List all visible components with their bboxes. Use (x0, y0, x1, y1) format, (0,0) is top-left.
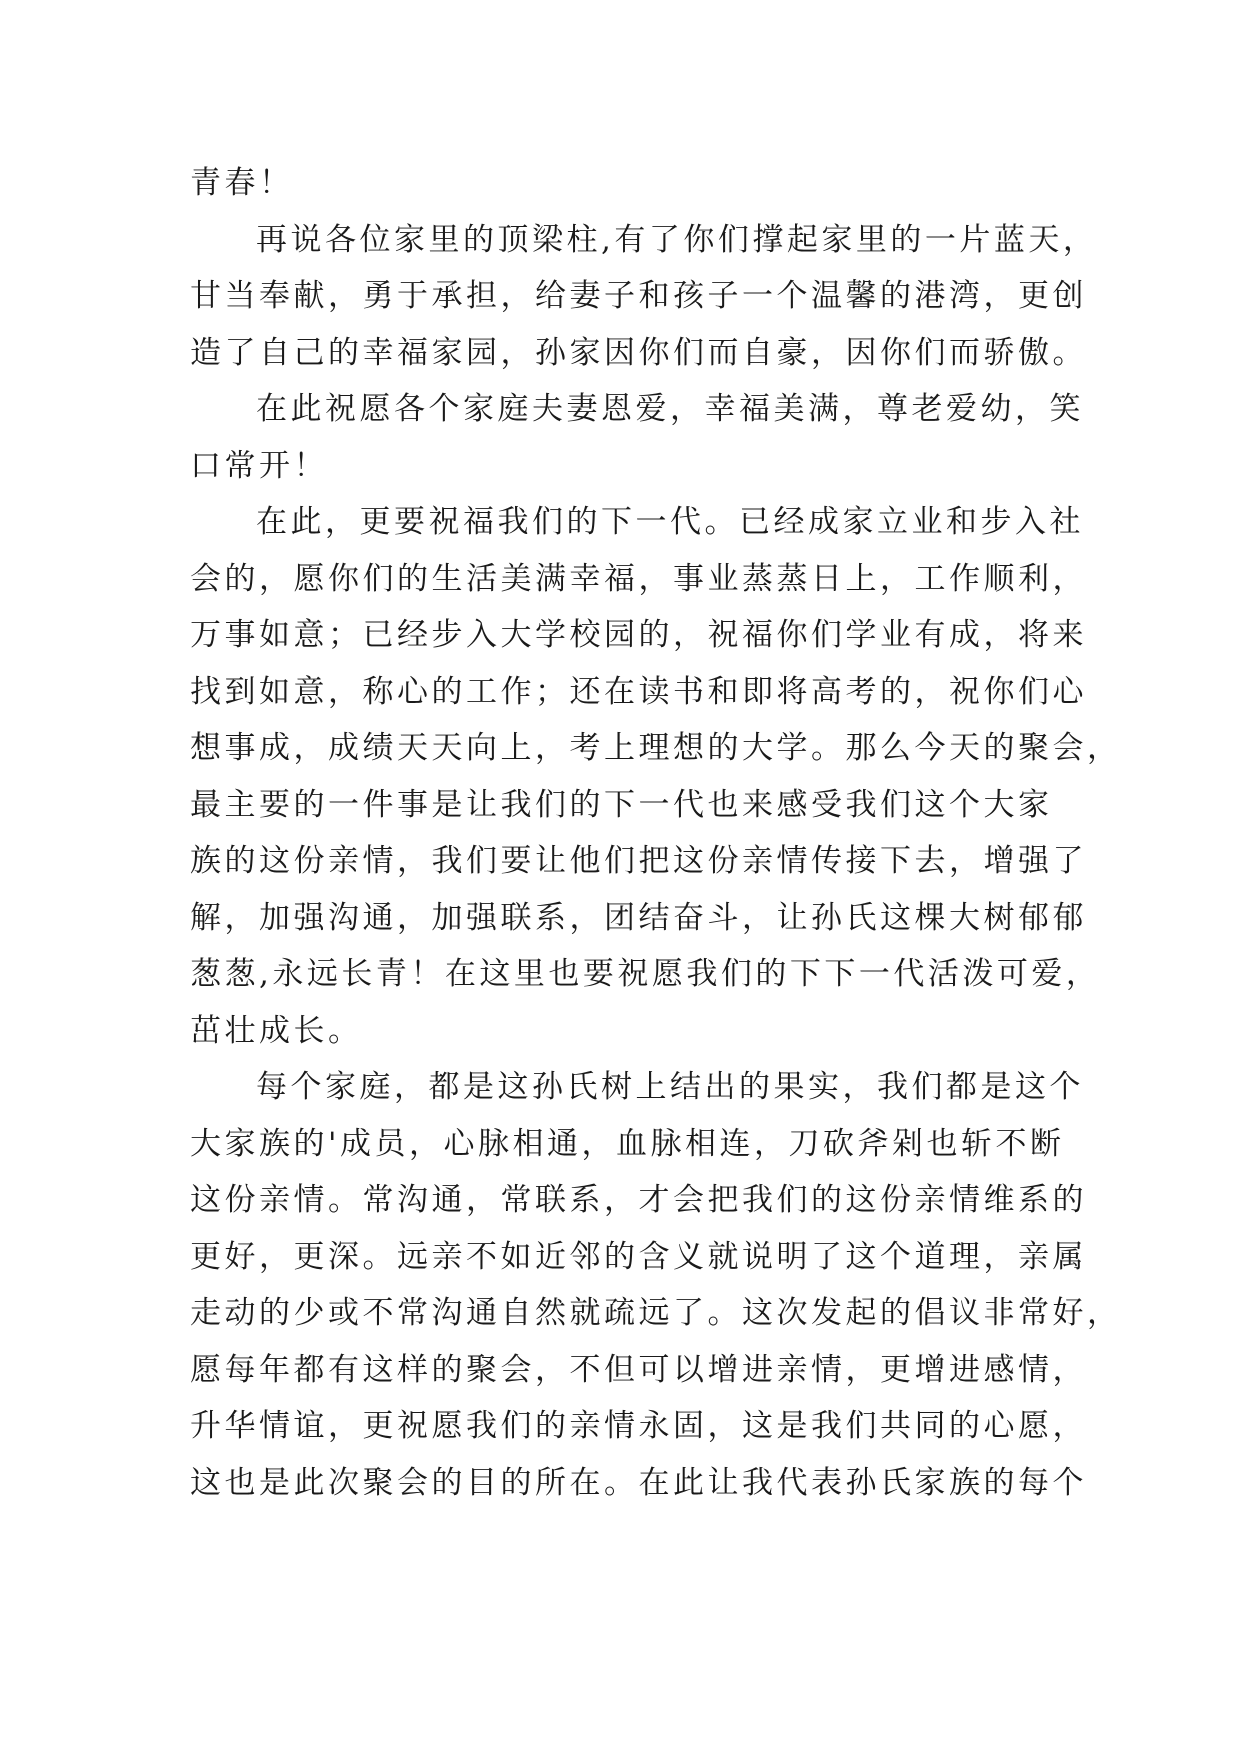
text-line: 升华情谊，更祝愿我们的亲情永固，这是我们共同的心愿， (190, 1408, 1087, 1444)
text-line: 族的这份亲情，我们要让他们把这份亲情传接下去，增强了 (190, 843, 1087, 879)
text-line: 再说各位家里的顶梁柱,有了你们撑起家里的一片蓝天， (256, 221, 1098, 258)
text-line: 最主要的一件事是让我们的下一代也来感受我们这个大家 (190, 786, 1053, 823)
text-line: 万事如意；已经步入大学校园的，祝福你们学业有成，将来 (190, 617, 1087, 653)
text-line: 想事成，成绩天天向上，考上理想的大学。那么今天的聚会， (190, 730, 1122, 766)
text-line: 茁壮成长。 (190, 1012, 363, 1049)
text-line: 解，加强沟通，加强联系，团结奋斗，让孙氏这棵大树郁郁 (190, 899, 1087, 936)
text-line: 走动的少或不常沟通自然就疏远了。这次发起的倡议非常好， (190, 1295, 1122, 1331)
text-line: 在此祝愿各个家庭夫妻恩爱，幸福美满，尊老爱幼，笑 (256, 391, 1084, 427)
text-line: 大家族的'成员，心脉相通，血脉相连，刀砍斧剁也斩不断 (190, 1125, 1065, 1162)
body-text (190, 155, 1122, 1511)
text-line: 造了自己的幸福家园，孙家因你们而自豪，因你们而骄傲。 (190, 334, 1087, 371)
text-line: 这也是此次聚会的目的所在。在此让我代表孙氏家族的每个 (190, 1464, 1087, 1501)
text-line: 会的，愿你们的生活美满幸福，事业蒸蒸日上，工作顺利， (190, 560, 1087, 597)
text-line: 甘当奉献，勇于承担，给妻子和孩子一个温馨的港湾，更创 (190, 278, 1087, 314)
text-line: 每个家庭，都是这孙氏树上结出的果实，我们都是这个 (256, 1069, 1084, 1105)
text-line: 愿每年都有这样的聚会，不但可以增进亲情，更增进感情， (190, 1351, 1087, 1388)
text-line: 在此，更要祝福我们的下一代。已经成家立业和步入社 (256, 504, 1084, 540)
text-line: 青春！ (190, 165, 294, 201)
text-line: 葱葱,永远长青！在这里也要祝愿我们的下下一代活泼可爱， (190, 956, 1101, 992)
text-line: 更好，更深。远亲不如近邻的含义就说明了这个道理，亲属 (190, 1238, 1087, 1275)
text-line: 这份亲情。常沟通，常联系，才会把我们的这份亲情维系的 (190, 1182, 1087, 1218)
text-line: 口常开！ (190, 447, 328, 484)
text-line: 找到如意，称心的工作；还在读书和即将高考的，祝你们心 (190, 673, 1087, 710)
